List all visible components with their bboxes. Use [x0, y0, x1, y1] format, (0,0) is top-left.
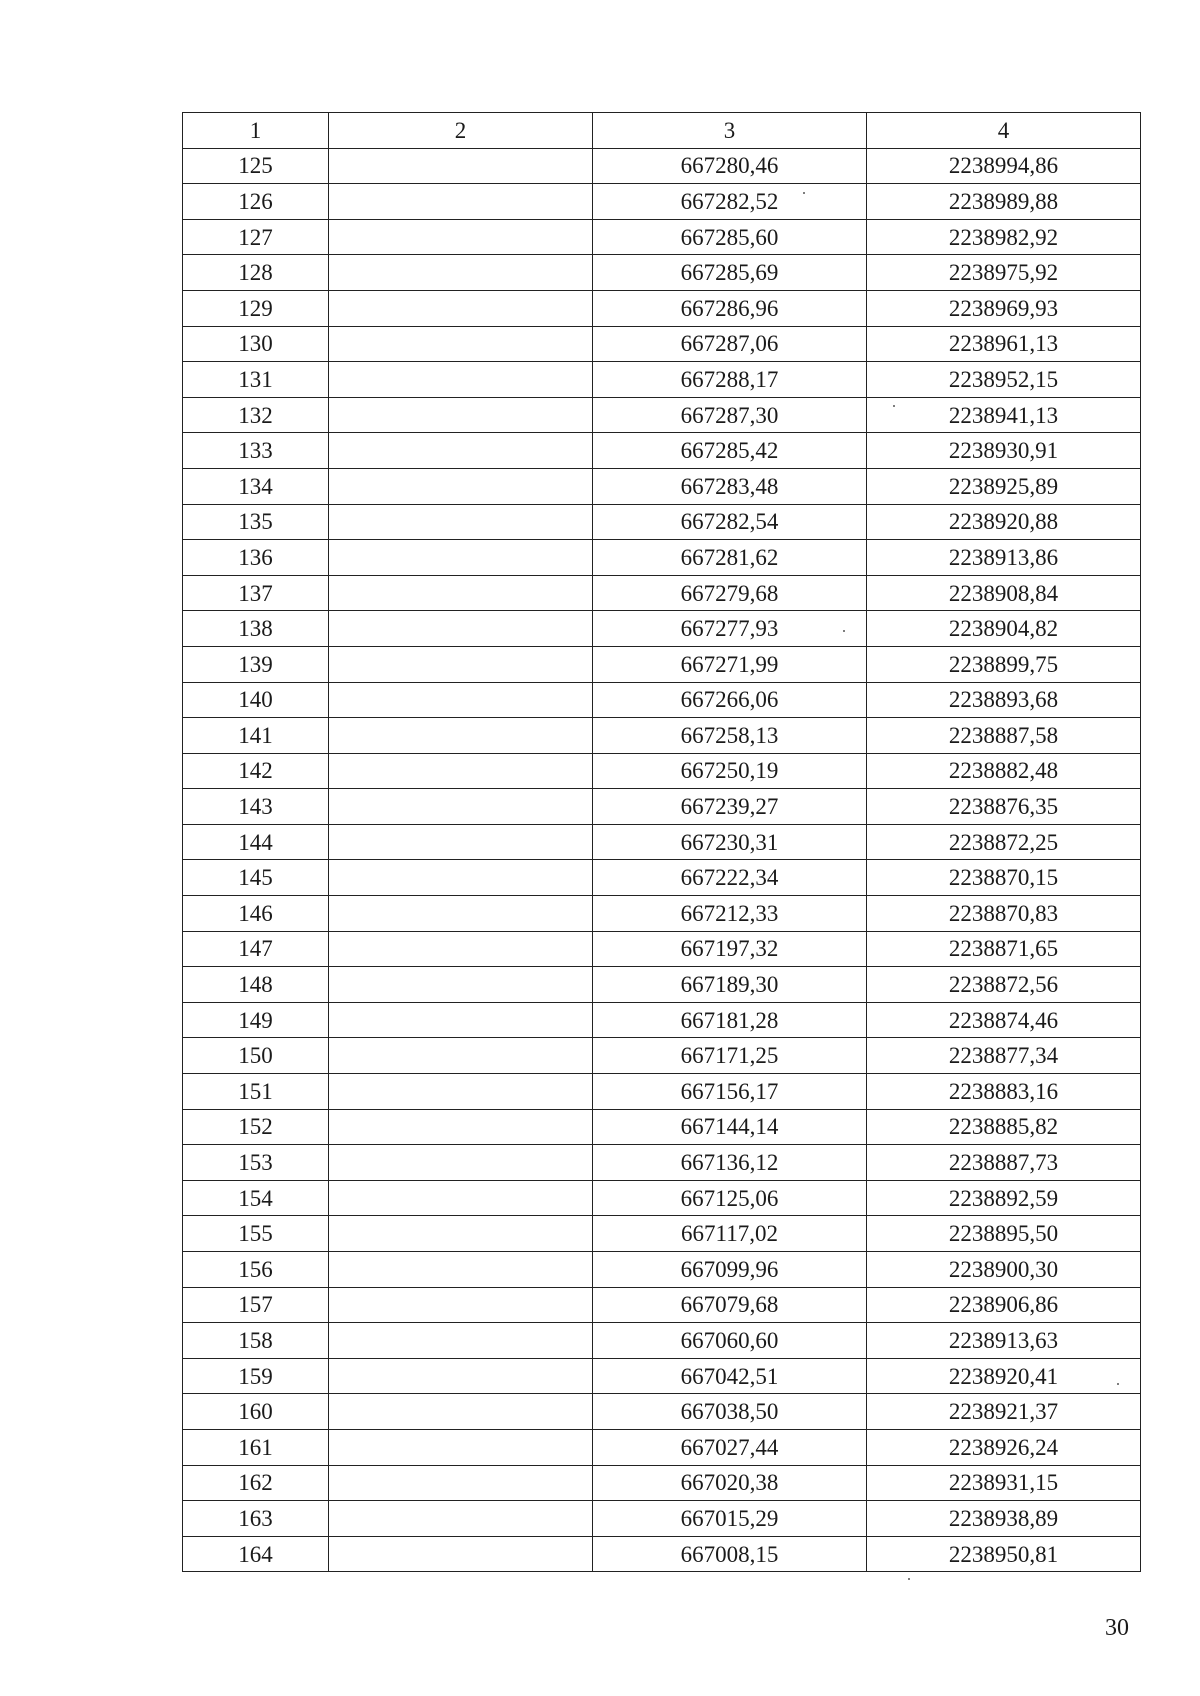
empty-cell [329, 540, 593, 576]
x-coordinate-cell: 667125,06 [593, 1180, 867, 1216]
point-number-cell: 156 [183, 1252, 329, 1288]
x-coordinate-cell: 667282,54 [593, 504, 867, 540]
empty-cell [329, 219, 593, 255]
y-coordinate-cell: 2238920,41 [867, 1358, 1141, 1394]
table-row [183, 824, 1141, 860]
scan-speck [843, 630, 845, 632]
y-coordinate-cell: 2238883,16 [867, 1074, 1141, 1110]
y-coordinate-cell: 2238982,92 [867, 219, 1141, 255]
y-coordinate-cell: 2238938,89 [867, 1501, 1141, 1537]
y-coordinate-cell: 2238969,93 [867, 290, 1141, 326]
y-coordinate-cell: 2238904,82 [867, 611, 1141, 647]
empty-cell [329, 896, 593, 932]
empty-cell [329, 931, 593, 967]
x-coordinate-cell: 667283,48 [593, 468, 867, 504]
page-number: 30 [1105, 1615, 1129, 1641]
table-row [183, 397, 1141, 433]
point-number-cell: 155 [183, 1216, 329, 1252]
point-number-cell: 126 [183, 184, 329, 220]
empty-cell [329, 682, 593, 718]
x-coordinate-cell: 667189,30 [593, 967, 867, 1003]
x-coordinate-cell: 667042,51 [593, 1358, 867, 1394]
empty-cell [329, 1002, 593, 1038]
coordinates-table [182, 112, 1141, 1572]
table-row [183, 1252, 1141, 1288]
column-header-4: 4 [867, 113, 1141, 149]
empty-cell [329, 753, 593, 789]
point-number-cell: 163 [183, 1501, 329, 1537]
empty-cell [329, 1501, 593, 1537]
point-number-cell: 154 [183, 1180, 329, 1216]
table-row [183, 646, 1141, 682]
point-number-cell: 148 [183, 967, 329, 1003]
table-row [183, 290, 1141, 326]
table-row [183, 931, 1141, 967]
x-coordinate-cell: 667266,06 [593, 682, 867, 718]
empty-cell [329, 1536, 593, 1572]
y-coordinate-cell: 2238961,13 [867, 326, 1141, 362]
point-number-cell: 133 [183, 433, 329, 469]
table-row [183, 1180, 1141, 1216]
point-number-cell: 153 [183, 1145, 329, 1181]
point-number-cell: 145 [183, 860, 329, 896]
empty-cell [329, 184, 593, 220]
empty-cell [329, 1429, 593, 1465]
table-row [183, 1465, 1141, 1501]
x-coordinate-cell: 667212,33 [593, 896, 867, 932]
y-coordinate-cell: 2238975,92 [867, 255, 1141, 291]
point-number-cell: 129 [183, 290, 329, 326]
y-coordinate-cell: 2238989,88 [867, 184, 1141, 220]
empty-cell [329, 468, 593, 504]
table-row [183, 1038, 1141, 1074]
x-coordinate-cell: 667008,15 [593, 1536, 867, 1572]
point-number-cell: 162 [183, 1465, 329, 1501]
point-number-cell: 142 [183, 753, 329, 789]
table-row [183, 1536, 1141, 1572]
x-coordinate-cell: 667239,27 [593, 789, 867, 825]
x-coordinate-cell: 667015,29 [593, 1501, 867, 1537]
y-coordinate-cell: 2238906,86 [867, 1287, 1141, 1323]
y-coordinate-cell: 2238900,30 [867, 1252, 1141, 1288]
x-coordinate-cell: 667287,06 [593, 326, 867, 362]
point-number-cell: 164 [183, 1536, 329, 1572]
x-coordinate-cell: 667250,19 [593, 753, 867, 789]
point-number-cell: 137 [183, 575, 329, 611]
table-row [183, 1074, 1141, 1110]
point-number-cell: 128 [183, 255, 329, 291]
point-number-cell: 152 [183, 1109, 329, 1145]
x-coordinate-cell: 667285,60 [593, 219, 867, 255]
y-coordinate-cell: 2238952,15 [867, 362, 1141, 398]
empty-cell [329, 326, 593, 362]
y-coordinate-cell: 2238874,46 [867, 1002, 1141, 1038]
table-row [183, 540, 1141, 576]
point-number-cell: 139 [183, 646, 329, 682]
table-header-row [183, 113, 1141, 149]
table-row [183, 1394, 1141, 1430]
y-coordinate-cell: 2238870,15 [867, 860, 1141, 896]
y-coordinate-cell: 2238882,48 [867, 753, 1141, 789]
point-number-cell: 127 [183, 219, 329, 255]
empty-cell [329, 824, 593, 860]
y-coordinate-cell: 2238913,63 [867, 1323, 1141, 1359]
point-number-cell: 135 [183, 504, 329, 540]
point-number-cell: 143 [183, 789, 329, 825]
empty-cell [329, 1358, 593, 1394]
empty-cell [329, 1323, 593, 1359]
table-row [183, 753, 1141, 789]
empty-cell [329, 1145, 593, 1181]
scan-speck [1117, 1383, 1119, 1385]
y-coordinate-cell: 2238870,83 [867, 896, 1141, 932]
empty-cell [329, 1252, 593, 1288]
column-header-1: 1 [183, 113, 329, 149]
x-coordinate-cell: 667286,96 [593, 290, 867, 326]
table-row [183, 148, 1141, 184]
y-coordinate-cell: 2238876,35 [867, 789, 1141, 825]
table-row [183, 860, 1141, 896]
point-number-cell: 132 [183, 397, 329, 433]
empty-cell [329, 718, 593, 754]
empty-cell [329, 504, 593, 540]
table-row [183, 1216, 1141, 1252]
point-number-cell: 149 [183, 1002, 329, 1038]
point-number-cell: 146 [183, 896, 329, 932]
y-coordinate-cell: 2238887,58 [867, 718, 1141, 754]
x-coordinate-cell: 667197,32 [593, 931, 867, 967]
x-coordinate-cell: 667285,42 [593, 433, 867, 469]
point-number-cell: 157 [183, 1287, 329, 1323]
scan-speck [908, 1578, 910, 1580]
x-coordinate-cell: 667079,68 [593, 1287, 867, 1323]
y-coordinate-cell: 2238877,34 [867, 1038, 1141, 1074]
x-coordinate-cell: 667271,99 [593, 646, 867, 682]
table-row [183, 575, 1141, 611]
table-row [183, 1002, 1141, 1038]
x-coordinate-cell: 667136,12 [593, 1145, 867, 1181]
x-coordinate-cell: 667285,69 [593, 255, 867, 291]
point-number-cell: 151 [183, 1074, 329, 1110]
empty-cell [329, 1180, 593, 1216]
y-coordinate-cell: 2238887,73 [867, 1145, 1141, 1181]
table-row [183, 1501, 1141, 1537]
y-coordinate-cell: 2238913,86 [867, 540, 1141, 576]
empty-cell [329, 646, 593, 682]
table-body [183, 148, 1141, 1572]
table-row [183, 1145, 1141, 1181]
y-coordinate-cell: 2238994,86 [867, 148, 1141, 184]
point-number-cell: 150 [183, 1038, 329, 1074]
point-number-cell: 158 [183, 1323, 329, 1359]
point-number-cell: 134 [183, 468, 329, 504]
y-coordinate-cell: 2238950,81 [867, 1536, 1141, 1572]
table-row [183, 611, 1141, 647]
table-row [183, 326, 1141, 362]
empty-cell [329, 1216, 593, 1252]
point-number-cell: 131 [183, 362, 329, 398]
table-row [183, 1429, 1141, 1465]
scan-speck [893, 405, 895, 407]
table-row [183, 504, 1141, 540]
y-coordinate-cell: 2238930,91 [867, 433, 1141, 469]
y-coordinate-cell: 2238892,59 [867, 1180, 1141, 1216]
y-coordinate-cell: 2238899,75 [867, 646, 1141, 682]
empty-cell [329, 789, 593, 825]
x-coordinate-cell: 667287,30 [593, 397, 867, 433]
y-coordinate-cell: 2238872,56 [867, 967, 1141, 1003]
x-coordinate-cell: 667117,02 [593, 1216, 867, 1252]
empty-cell [329, 860, 593, 896]
point-number-cell: 141 [183, 718, 329, 754]
table-row [183, 1358, 1141, 1394]
table-row [183, 1287, 1141, 1323]
x-coordinate-cell: 667020,38 [593, 1465, 867, 1501]
table-row [183, 896, 1141, 932]
point-number-cell: 125 [183, 148, 329, 184]
empty-cell [329, 967, 593, 1003]
empty-cell [329, 397, 593, 433]
y-coordinate-cell: 2238925,89 [867, 468, 1141, 504]
column-header-2: 2 [329, 113, 593, 149]
y-coordinate-cell: 2238885,82 [867, 1109, 1141, 1145]
y-coordinate-cell: 2238931,15 [867, 1465, 1141, 1501]
point-number-cell: 136 [183, 540, 329, 576]
empty-cell [329, 1394, 593, 1430]
empty-cell [329, 255, 593, 291]
point-number-cell: 147 [183, 931, 329, 967]
table-row [183, 718, 1141, 754]
empty-cell [329, 1465, 593, 1501]
point-number-cell: 161 [183, 1429, 329, 1465]
x-coordinate-cell: 667282,52 [593, 184, 867, 220]
y-coordinate-cell: 2238921,37 [867, 1394, 1141, 1430]
x-coordinate-cell: 667279,68 [593, 575, 867, 611]
point-number-cell: 138 [183, 611, 329, 647]
point-number-cell: 130 [183, 326, 329, 362]
x-coordinate-cell: 667258,13 [593, 718, 867, 754]
table-row [183, 468, 1141, 504]
table-row [183, 219, 1141, 255]
y-coordinate-cell: 2238920,88 [867, 504, 1141, 540]
empty-cell [329, 1038, 593, 1074]
empty-cell [329, 1109, 593, 1145]
point-number-cell: 144 [183, 824, 329, 860]
table-row [183, 1323, 1141, 1359]
empty-cell [329, 575, 593, 611]
x-coordinate-cell: 667280,46 [593, 148, 867, 184]
y-coordinate-cell: 2238893,68 [867, 682, 1141, 718]
empty-cell [329, 362, 593, 398]
table-row [183, 1109, 1141, 1145]
table-row [183, 967, 1141, 1003]
table-row [183, 184, 1141, 220]
point-number-cell: 160 [183, 1394, 329, 1430]
empty-cell [329, 148, 593, 184]
y-coordinate-cell: 2238941,13 [867, 397, 1141, 433]
y-coordinate-cell: 2238872,25 [867, 824, 1141, 860]
y-coordinate-cell: 2238908,84 [867, 575, 1141, 611]
table-row [183, 789, 1141, 825]
x-coordinate-cell: 667230,31 [593, 824, 867, 860]
point-number-cell: 159 [183, 1358, 329, 1394]
y-coordinate-cell: 2238926,24 [867, 1429, 1141, 1465]
empty-cell [329, 1074, 593, 1110]
table-row [183, 255, 1141, 291]
empty-cell [329, 1287, 593, 1323]
x-coordinate-cell: 667156,17 [593, 1074, 867, 1110]
table-row [183, 433, 1141, 469]
x-coordinate-cell: 667222,34 [593, 860, 867, 896]
column-header-3: 3 [593, 113, 867, 149]
x-coordinate-cell: 667099,96 [593, 1252, 867, 1288]
x-coordinate-cell: 667144,14 [593, 1109, 867, 1145]
y-coordinate-cell: 2238895,50 [867, 1216, 1141, 1252]
x-coordinate-cell: 667027,44 [593, 1429, 867, 1465]
x-coordinate-cell: 667281,62 [593, 540, 867, 576]
x-coordinate-cell: 667060,60 [593, 1323, 867, 1359]
x-coordinate-cell: 667277,93 [593, 611, 867, 647]
x-coordinate-cell: 667038,50 [593, 1394, 867, 1430]
empty-cell [329, 290, 593, 326]
x-coordinate-cell: 667288,17 [593, 362, 867, 398]
y-coordinate-cell: 2238871,65 [867, 931, 1141, 967]
table-row [183, 362, 1141, 398]
x-coordinate-cell: 667171,25 [593, 1038, 867, 1074]
x-coordinate-cell: 667181,28 [593, 1002, 867, 1038]
scan-speck [803, 192, 805, 194]
empty-cell [329, 611, 593, 647]
table-row [183, 682, 1141, 718]
empty-cell [329, 433, 593, 469]
point-number-cell: 140 [183, 682, 329, 718]
